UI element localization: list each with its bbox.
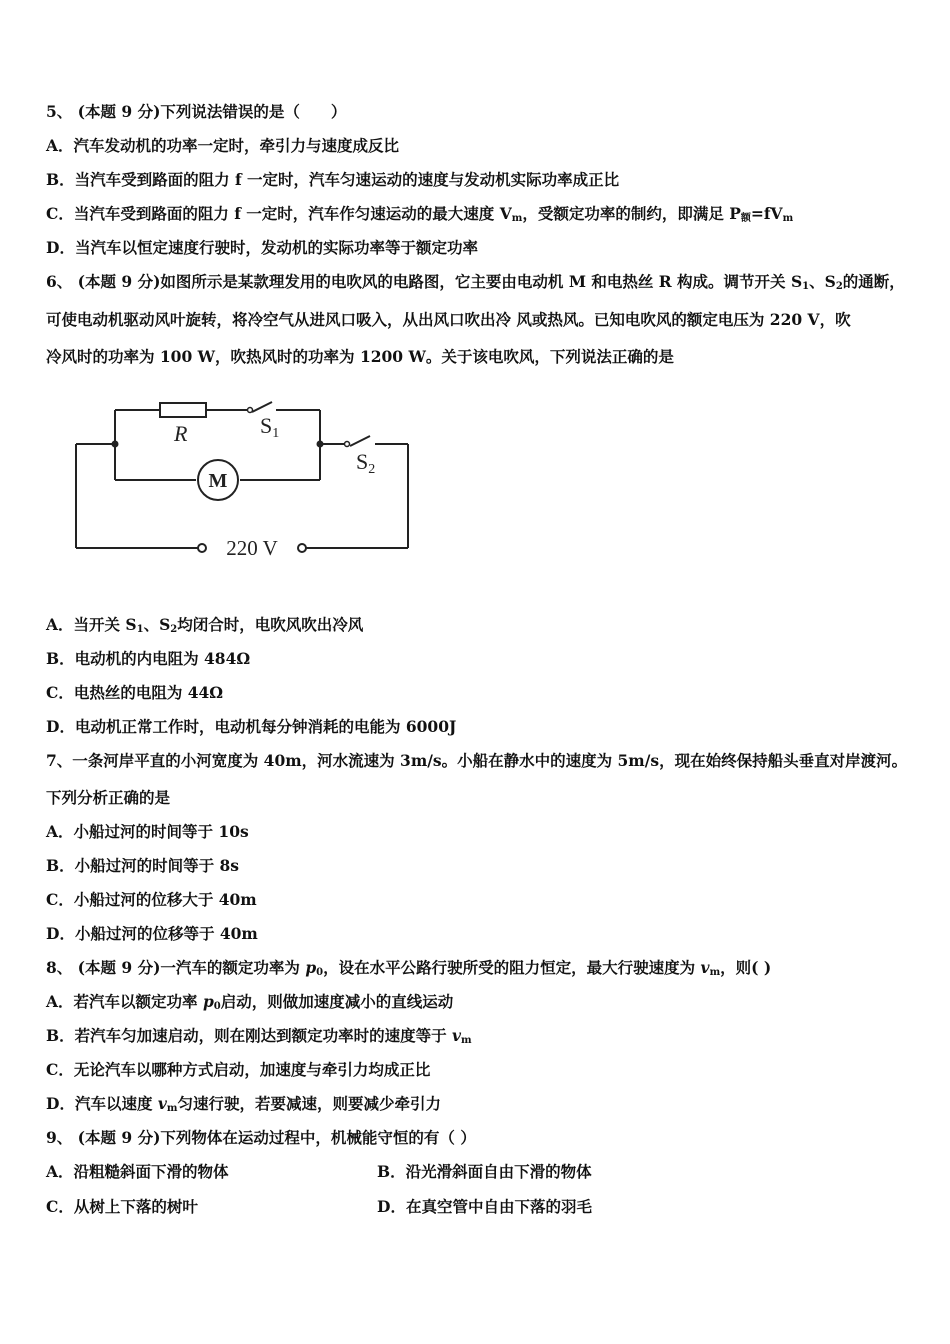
q9-option-a[interactable]: A．沿粗糙斜面下滑的物体 [46,1162,229,1181]
q8-option-b[interactable]: B．若汽车匀加速启动，则在刚达到额定功率时的速度等于 $v_m$ [46,1026,472,1046]
q6-option-a[interactable]: A．当开关 $S_1$、$S_2$均闭合时，电吹风吹出冷风 [46,615,364,635]
q8-option-a[interactable]: A．若汽车以额定功率 $p_0$启动，则做加速度减小的直线运动 [46,992,454,1012]
s2-label: S2 [356,449,376,477]
q8-option-d[interactable]: D．汽车以速度 $v_m$匀速行驶，若要减速，则要减少牵引力 [46,1094,441,1114]
q5-option-a[interactable]: A．汽车发动机的功率一定时，牵引力与速度成反比 [46,136,400,155]
s1-label: S1 [260,413,280,441]
q7-option-b[interactable]: B．小船过河的时间等于 8s [46,856,240,875]
q9-option-d[interactable]: D．在真空管中自由下落的羽毛 [377,1197,592,1216]
q5-stem: 5、 (本题 9 分)下列说法错误的是（ ） [46,102,347,121]
q7-stem-line2: 下列分析正确的是 [46,788,171,807]
q8-stem: 8、 (本题 9 分)一汽车的额定功率为 $p_0$，设在水平公路行驶所受的阻力恒定，最大行驶速度为 $v_m$，则( ) [46,958,772,978]
q6-stem-line3: 冷风时的功率为 100 W，吹热风时的功率为 1200 W。关于该电吹风，下列说法正确的是 [46,347,674,366]
q7-option-d[interactable]: D．小船过河的位移等于 40m [46,924,258,943]
terminal-left [198,544,206,552]
q5-option-d[interactable]: D．当汽车以恒定速度行驶时，发动机的实际功率等于额定功率 [46,238,478,257]
q7-stem-line1: 7、一条河岸平直的小河宽度为 40m，河水流速为 3m/s。小船在静水中的速度为 5m/s，现在始终保持船头垂直对岸渡河。 [46,751,908,770]
q6-option-b[interactable]: B．电动机的内电阻为 484Ω [46,649,251,668]
q5-option-b[interactable]: B．当汽车受到路面的阻力 f 一定时，汽车匀速运动的速度与发动机实际功率成正比 [46,170,620,189]
voltage-label: 220 V [226,536,278,560]
circuit-diagram [60,392,420,567]
q7-option-a[interactable]: A．小船过河的时间等于 10s [46,822,249,841]
terminal-right [298,544,306,552]
q5-option-c[interactable]: C．当汽车受到路面的阻力 f 一定时，汽车作匀速运动的最大速度 $V_m$，受额定功率的制约，即满足 $P_额=fV_m$ [46,204,794,224]
m-label: M [208,470,228,492]
q9-stem: 9、 (本题 9 分)下列物体在运动过程中，机械能守恒的有（ ） [46,1128,476,1147]
q8-option-c[interactable]: C．无论汽车以哪种方式启动，加速度与牵引力均成正比 [46,1060,431,1079]
q6-option-c[interactable]: C．电热丝的电阻为 44Ω [46,683,224,702]
q6-option-d[interactable]: D．电动机正常工作时，电动机每分钟消耗的电能为 6000J [46,717,457,736]
q6-stem-line1: 6、 (本题 9 分)如图所示是某款理发用的电吹风的电路图，它主要由电动机 M 和电热丝 R 构成。调节开关 $S_1$、$S_2$的通断， [46,272,905,292]
resistor-symbol [160,403,206,417]
q9-option-b[interactable]: B．沿光滑斜面自由下滑的物体 [377,1162,592,1181]
q9-option-c[interactable]: C．从树上下落的树叶 [46,1197,198,1216]
q7-option-c[interactable]: C．小船过河的位移大于 40m [46,890,257,909]
q6-stem-line2: 可使电动机驱动风叶旋转，将冷空气从进风口吸入，从出风口吹出冷 风或热风。已知电吹风的额定电压为 220 V，吹 [46,310,851,329]
r-label: R [174,421,188,446]
